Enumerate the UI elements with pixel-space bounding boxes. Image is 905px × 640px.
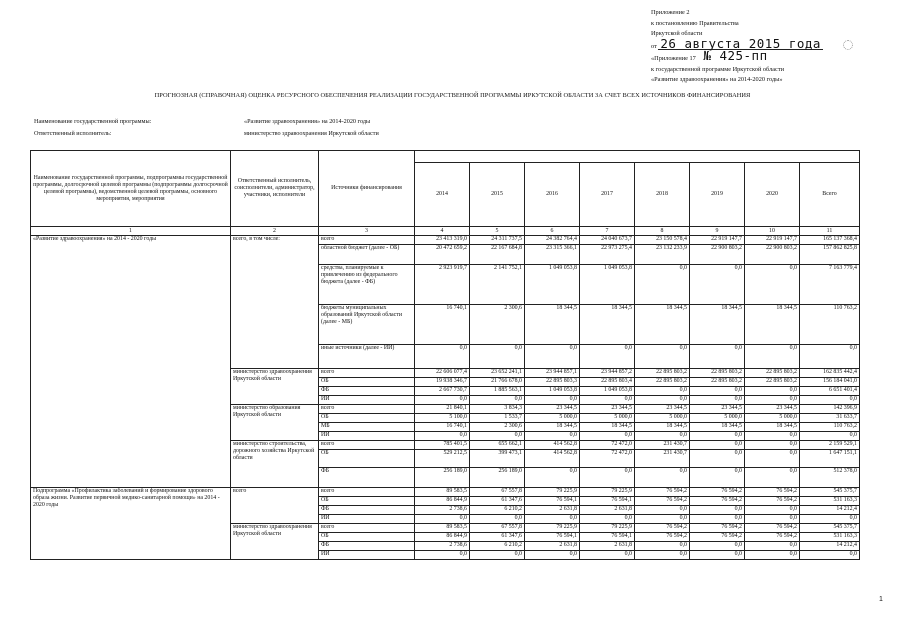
value-cell: 76 594,1 — [525, 497, 580, 506]
value-cell: 5 000,0 — [690, 414, 745, 423]
value-cell: 0,0 — [470, 345, 525, 369]
value-cell: 0,0 — [635, 506, 690, 515]
value-cell: 414 562,8 — [525, 450, 580, 468]
value-cell: 0,0 — [470, 432, 525, 441]
value-cell: 23 344,5 — [525, 405, 580, 414]
value-cell: 23 150 578,4 — [635, 236, 690, 245]
value-cell: 0,0 — [690, 265, 745, 305]
program-meta — [34, 116, 379, 140]
value-cell: 76 594,2 — [635, 524, 690, 533]
value-cell: 76 594,2 — [635, 488, 690, 497]
value-cell: 0,0 — [635, 515, 690, 524]
value-cell: 79 225,9 — [525, 488, 580, 497]
value-cell: 22 895 803,2 — [745, 378, 800, 387]
value-cell: 18 344,5 — [525, 423, 580, 432]
value-cell: 0,0 — [635, 542, 690, 551]
col-number: 6 — [525, 227, 580, 236]
total-cell: 545 375,7 — [800, 488, 860, 497]
value-cell: 22 895 803,2 — [745, 369, 800, 378]
appendix-line: Иркутской области — [651, 30, 703, 37]
value-cell: 72 472,0 — [580, 441, 635, 450]
value-cell: 0,0 — [745, 441, 800, 450]
value-cell: 79 225,9 — [580, 488, 635, 497]
value-cell: 1 533,7 — [470, 414, 525, 423]
total-cell: 0,0 — [800, 515, 860, 524]
value-cell: 399 473,1 — [470, 450, 525, 468]
source-cell: всего — [319, 524, 415, 533]
total-cell: 0,0 — [800, 345, 860, 369]
source-cell: ОБ — [319, 533, 415, 542]
value-cell: 0,0 — [690, 551, 745, 560]
total-cell: 545 375,7 — [800, 524, 860, 533]
value-cell: 0,0 — [690, 450, 745, 468]
funding-table — [30, 150, 860, 560]
value-cell: 2 300,6 — [470, 423, 525, 432]
value-cell: 76 594,2 — [745, 533, 800, 542]
value-cell: 0,0 — [635, 387, 690, 396]
value-cell: 5 000,0 — [635, 414, 690, 423]
value-cell: 22 167 684,8 — [470, 245, 525, 265]
appendix-line: «Приложение 17 — [651, 55, 696, 62]
value-cell: 16 740,1 — [415, 423, 470, 432]
value-cell: 22 919 147,7 — [690, 236, 745, 245]
value-cell: 0,0 — [580, 515, 635, 524]
value-cell: 0,0 — [690, 441, 745, 450]
value-cell: 0,0 — [470, 551, 525, 560]
value-cell: 0,0 — [580, 432, 635, 441]
value-cell: 0,0 — [635, 468, 690, 488]
total-cell: 7 163 779,4 — [800, 265, 860, 305]
value-cell: 231 430,7 — [635, 450, 690, 468]
header-year: 2015 — [470, 163, 525, 227]
value-cell: 23 652 241,1 — [470, 369, 525, 378]
source-cell: всего — [319, 369, 415, 378]
total-cell: 0,0 — [800, 551, 860, 560]
source-cell: ИИ — [319, 551, 415, 560]
value-cell: 86 844,9 — [415, 497, 470, 506]
value-cell: 22 895 803,2 — [635, 369, 690, 378]
value-cell: 21 840,1 — [415, 405, 470, 414]
source-cell: ФБ — [319, 387, 415, 396]
value-cell: 1 049 053,8 — [525, 265, 580, 305]
source-cell: всего — [319, 236, 415, 245]
value-cell: 23 344,5 — [580, 405, 635, 414]
value-cell: 76 594,2 — [745, 524, 800, 533]
value-cell: 231 430,7 — [635, 441, 690, 450]
value-cell: 18 344,5 — [525, 305, 580, 345]
source-cell: ОБ — [319, 378, 415, 387]
appendix-ot: от — [651, 42, 657, 50]
value-cell: 22 895 803,3 — [525, 378, 580, 387]
value-cell: 22 900 803,2 — [745, 245, 800, 265]
col-number: 8 — [635, 227, 690, 236]
document-title: ПРОГНОЗНАЯ (СПРАВОЧНАЯ) ОЦЕНКА РЕСУРСНОГО ОБЕСПЕЧЕНИЯ РЕАЛИЗАЦИИ ГОСУДАРСТВЕННОЙ ПРОГРАММЫ ИРКУТСКОЙ ОБЛАСТИ ЗА СЧЕТ ВСЕХ ИСТОЧНИКОВ ФИНАНСИРОВАНИЯ — [154, 92, 751, 99]
value-cell: 0,0 — [745, 450, 800, 468]
total-cell: 110 763,2 — [800, 305, 860, 345]
total-cell: 14 212,4 — [800, 542, 860, 551]
value-cell: 5 000,0 — [525, 414, 580, 423]
total-cell: 0,0 — [800, 432, 860, 441]
value-cell: 89 583,5 — [415, 524, 470, 533]
executor-cell: министерство здравоохранения Иркутской области — [231, 369, 319, 405]
value-cell: 0,0 — [690, 515, 745, 524]
header-year: 2016 — [525, 163, 580, 227]
col-number: 1 — [31, 227, 231, 236]
total-cell: 512 378,0 — [800, 468, 860, 488]
value-cell: 0,0 — [415, 345, 470, 369]
table-row — [31, 236, 860, 245]
value-cell: 5 000,0 — [580, 414, 635, 423]
value-cell: 22 895 803,2 — [690, 369, 745, 378]
total-cell: 0,0 — [800, 396, 860, 405]
value-cell: 0,0 — [635, 345, 690, 369]
value-cell: 2 738,6 — [415, 506, 470, 515]
source-cell: ОБ — [319, 414, 415, 423]
executor-cell: министерство строительства, дорожного хозяйства Иркутской области — [231, 441, 319, 488]
value-cell: 0,0 — [580, 468, 635, 488]
value-cell: 23 344,5 — [690, 405, 745, 414]
total-cell: 531 163,3 — [800, 533, 860, 542]
value-cell: 0,0 — [525, 432, 580, 441]
total-cell: 162 835 442,4 — [800, 369, 860, 378]
appendix-line: к государственной программе Иркутской области — [651, 65, 784, 73]
header-year: 2019 — [690, 163, 745, 227]
program-value: «Развитие здравоохранения» на 2014-2020 годы — [244, 118, 371, 125]
value-cell: 86 844,9 — [415, 533, 470, 542]
value-cell: 0,0 — [415, 515, 470, 524]
value-cell: 0,0 — [745, 506, 800, 515]
value-cell: 256 189,0 — [415, 468, 470, 488]
source-cell: всего — [319, 441, 415, 450]
value-cell: 655 662,1 — [470, 441, 525, 450]
value-cell: 5 100,0 — [415, 414, 470, 423]
total-cell: 531 163,3 — [800, 497, 860, 506]
value-cell: 2 631,8 — [580, 542, 635, 551]
source-cell: бюджеты муниципальных образований Иркутской области (далее - МБ) — [319, 305, 415, 345]
value-cell: 0,0 — [690, 506, 745, 515]
value-cell: 79 225,9 — [580, 524, 635, 533]
value-cell: 18 344,5 — [635, 305, 690, 345]
value-cell: 0,0 — [525, 345, 580, 369]
total-cell: 6 651 401,4 — [800, 387, 860, 396]
col-number: 4 — [415, 227, 470, 236]
value-cell: 0,0 — [415, 432, 470, 441]
value-cell: 20 472 659,2 — [415, 245, 470, 265]
value-cell: 23 944 857,2 — [580, 369, 635, 378]
value-cell: 0,0 — [415, 551, 470, 560]
value-cell: 0,0 — [580, 396, 635, 405]
value-cell: 24 040 673,7 — [580, 236, 635, 245]
value-cell: 0,0 — [415, 396, 470, 405]
value-cell: 23 315 366,1 — [525, 245, 580, 265]
source-cell: всего — [319, 405, 415, 414]
appendix-block — [651, 8, 823, 86]
value-cell: 0,0 — [470, 396, 525, 405]
header-total: Всего — [800, 163, 860, 227]
executor-cell: министерство образования Иркутской области — [231, 405, 319, 441]
value-cell: 22 895 803,4 — [580, 378, 635, 387]
value-cell: 61 347,6 — [470, 497, 525, 506]
program-name-cell: Подпрограмма «Профилактика заболеваний и формирование здорового образа жизни. Развитие первичной медико-санитарной помощи» на 2014 - 2020 годы — [31, 488, 231, 560]
value-cell: 76 594,2 — [690, 488, 745, 497]
source-cell: ФБ — [319, 506, 415, 515]
value-cell: 23 344,5 — [635, 405, 690, 414]
program-name-cell: «Развитие здравоохранения» на 2014 - 2020 годы — [31, 236, 231, 488]
value-cell: 2 141 752,1 — [470, 265, 525, 305]
value-cell: 21 766 678,0 — [470, 378, 525, 387]
value-cell: 18 344,5 — [690, 423, 745, 432]
total-cell: 165 137 368,4 — [800, 236, 860, 245]
value-cell: 76 594,2 — [690, 497, 745, 506]
value-cell: 2 631,8 — [580, 506, 635, 515]
header-year: 2017 — [580, 163, 635, 227]
value-cell: 5 000,0 — [745, 414, 800, 423]
source-cell: ИИ — [319, 396, 415, 405]
value-cell: 67 557,8 — [470, 524, 525, 533]
value-cell: 22 973 275,4 — [580, 245, 635, 265]
value-cell: 785 401,5 — [415, 441, 470, 450]
value-cell: 1 885 563,1 — [470, 387, 525, 396]
source-cell: всего — [319, 488, 415, 497]
value-cell: 24 382 764,4 — [525, 236, 580, 245]
value-cell: 0,0 — [745, 345, 800, 369]
value-cell: 0,0 — [745, 551, 800, 560]
value-cell: 6 210,2 — [470, 506, 525, 515]
appendix-line: «Развитие здравоохранения» на 2014-2020 годы» — [651, 76, 783, 83]
executor-cell: министерство здравоохранения Иркутской области — [231, 524, 319, 560]
source-cell: ОБ — [319, 497, 415, 506]
value-cell: 6 210,2 — [470, 542, 525, 551]
value-cell: 22 606 077,4 — [415, 369, 470, 378]
source-cell: средства, планируемые к привлечению из федерального бюджета (далее - ФБ) — [319, 265, 415, 305]
value-cell: 76 594,1 — [580, 497, 635, 506]
value-cell: 2 738,6 — [415, 542, 470, 551]
executor-value: министерство здравоохранения Иркутской области — [244, 130, 379, 137]
value-cell: 2 631,8 — [525, 542, 580, 551]
value-cell: 23 944 857,1 — [525, 369, 580, 378]
value-cell: 89 583,5 — [415, 488, 470, 497]
executor-label: Ответственный исполнитель: — [34, 130, 112, 137]
table-row — [31, 488, 860, 497]
source-cell: ИИ — [319, 515, 415, 524]
value-cell: 0,0 — [690, 396, 745, 405]
value-cell: 0,0 — [635, 265, 690, 305]
value-cell: 0,0 — [745, 542, 800, 551]
value-cell: 76 594,2 — [745, 488, 800, 497]
value-cell: 0,0 — [470, 515, 525, 524]
value-cell: 2 923 919,7 — [415, 265, 470, 305]
value-cell: 0,0 — [690, 432, 745, 441]
col-number: 7 — [580, 227, 635, 236]
value-cell: 0,0 — [635, 551, 690, 560]
value-cell: 0,0 — [690, 345, 745, 369]
value-cell: 256 189,0 — [470, 468, 525, 488]
source-cell: иные источники (далее - ИИ) — [319, 345, 415, 369]
value-cell: 0,0 — [525, 551, 580, 560]
col-number: 11 — [800, 227, 860, 236]
value-cell: 0,0 — [745, 396, 800, 405]
total-cell: 142 396,9 — [800, 405, 860, 414]
total-cell: 157 862 825,8 — [800, 245, 860, 265]
value-cell: 72 472,0 — [580, 450, 635, 468]
source-cell: ОБ — [319, 450, 415, 468]
value-cell: 2 631,8 — [525, 506, 580, 515]
col-number: 9 — [690, 227, 745, 236]
value-cell: 0,0 — [580, 345, 635, 369]
value-cell: 22 900 803,2 — [690, 245, 745, 265]
handwritten-number: № 425-пп — [703, 48, 768, 63]
value-cell: 76 594,2 — [635, 497, 690, 506]
page-number: 1 — [879, 596, 883, 603]
value-cell: 0,0 — [745, 515, 800, 524]
stamp-mark-icon — [843, 40, 853, 50]
value-cell: 0,0 — [690, 468, 745, 488]
source-cell: областной бюджет (далее - ОБ) — [319, 245, 415, 265]
value-cell: 1 049 053,8 — [580, 387, 635, 396]
value-cell: 61 347,6 — [470, 533, 525, 542]
value-cell: 2 667 730,7 — [415, 387, 470, 396]
value-cell: 0,0 — [745, 432, 800, 441]
value-cell: 0,0 — [690, 387, 745, 396]
source-cell: ФБ — [319, 542, 415, 551]
header-col3: Источники финансирования — [319, 151, 415, 227]
value-cell: 1 049 053,8 — [525, 387, 580, 396]
value-cell: 0,0 — [580, 551, 635, 560]
value-cell: 2 300,6 — [470, 305, 525, 345]
value-cell: 0,0 — [525, 396, 580, 405]
appendix-line: Приложение 2 — [651, 9, 690, 16]
value-cell: 24 311 737,5 — [470, 236, 525, 245]
col-number: 3 — [319, 227, 415, 236]
value-cell: 76 594,2 — [635, 533, 690, 542]
header-col2: Ответственный исполнитель, соисполнители, администратор, участники, исполнители — [231, 151, 319, 227]
value-cell: 23 132 233,9 — [635, 245, 690, 265]
value-cell: 1 049 053,8 — [580, 265, 635, 305]
value-cell: 76 594,2 — [690, 533, 745, 542]
total-cell: 1 647 151,1 — [800, 450, 860, 468]
value-cell: 22 895 803,2 — [635, 378, 690, 387]
value-cell: 529 212,5 — [415, 450, 470, 468]
value-cell: 76 594,1 — [525, 533, 580, 542]
value-cell: 18 344,5 — [745, 423, 800, 432]
value-cell: 18 344,5 — [635, 423, 690, 432]
header-year: 2020 — [745, 163, 800, 227]
value-cell: 23 413 319,0 — [415, 236, 470, 245]
col-number: 2 — [231, 227, 319, 236]
col-number: 10 — [745, 227, 800, 236]
value-cell: 18 344,5 — [690, 305, 745, 345]
value-cell: 0,0 — [745, 387, 800, 396]
value-cell: 19 938 346,7 — [415, 378, 470, 387]
col-number: 5 — [470, 227, 525, 236]
handwritten-date: 26 августа 2015 года — [660, 35, 821, 51]
source-cell: МБ — [319, 423, 415, 432]
total-cell: 156 184 041,0 — [800, 378, 860, 387]
value-cell: 18 344,5 — [580, 423, 635, 432]
value-cell: 0,0 — [525, 515, 580, 524]
total-cell: 31 633,7 — [800, 414, 860, 423]
value-cell: 0,0 — [745, 468, 800, 488]
executor-cell: всего — [231, 488, 319, 524]
value-cell: 18 344,5 — [745, 305, 800, 345]
header-year: 2018 — [635, 163, 690, 227]
total-cell: 2 159 529,1 — [800, 441, 860, 450]
source-cell: ФБ — [319, 468, 415, 488]
total-cell: 14 212,4 — [800, 506, 860, 515]
value-cell: 22 895 803,2 — [690, 378, 745, 387]
header-col1: Наименование государственной программы, подпрограммы государственной программы, долгосрочной целевой программы (подпрограммы долгосрочной целевой программы), ведомственной целевой программы, основного мероприятия, мероприятия — [31, 151, 231, 227]
value-cell: 0,0 — [635, 396, 690, 405]
header-year: 2014 — [415, 163, 470, 227]
value-cell: 23 344,5 — [745, 405, 800, 414]
executor-cell: всего, в том числе: — [231, 236, 319, 369]
value-cell: 76 594,1 — [580, 533, 635, 542]
value-cell: 414 562,8 — [525, 441, 580, 450]
value-cell: 0,0 — [635, 432, 690, 441]
value-cell: 16 740,1 — [415, 305, 470, 345]
value-cell: 79 225,9 — [525, 524, 580, 533]
value-cell: 0,0 — [690, 542, 745, 551]
value-cell: 22 919 147,7 — [745, 236, 800, 245]
source-cell: ИИ — [319, 432, 415, 441]
appendix-line: к постановлению Правительства — [651, 19, 739, 27]
total-cell: 110 763,2 — [800, 423, 860, 432]
program-label: Наименование государственной программы: — [34, 118, 152, 125]
value-cell: 18 344,5 — [580, 305, 635, 345]
header-years-span — [415, 151, 860, 163]
value-cell: 0,0 — [745, 265, 800, 305]
value-cell: 76 594,2 — [745, 497, 800, 506]
value-cell: 0,0 — [525, 468, 580, 488]
value-cell: 67 557,8 — [470, 488, 525, 497]
value-cell: 3 834,3 — [470, 405, 525, 414]
value-cell: 76 594,2 — [690, 524, 745, 533]
